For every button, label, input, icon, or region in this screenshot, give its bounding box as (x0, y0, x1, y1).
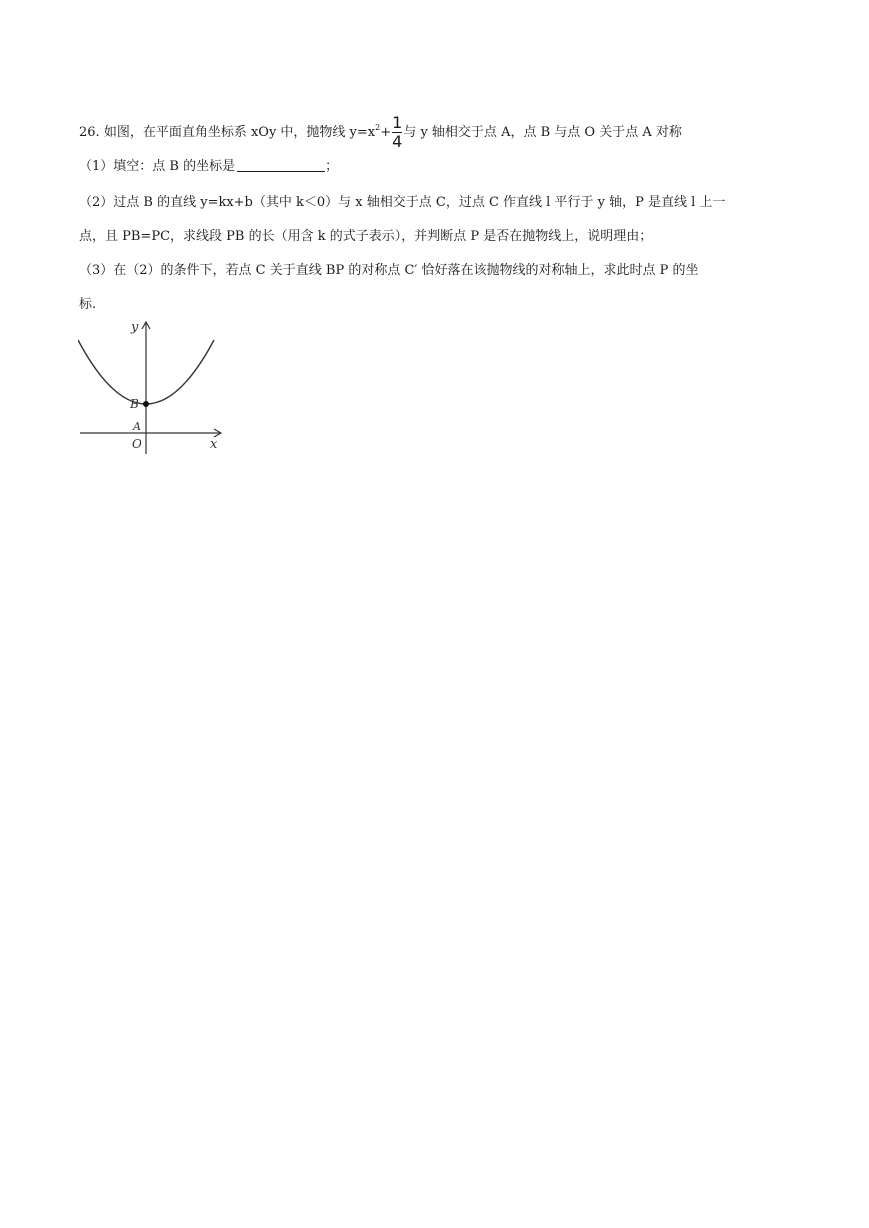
fraction-one-quarter (392, 115, 402, 150)
point-b-dot (143, 401, 149, 407)
intro-text-b: 与 y 轴相交于点 A，点 B 与点 O 关于点 A 对称 (403, 125, 682, 140)
x-axis-label: x (210, 437, 218, 452)
point-b-label: B (130, 397, 139, 411)
fraction-denominator: 4 (392, 132, 403, 151)
answer-blank[interactable] (237, 157, 325, 172)
point-a-label: A (133, 420, 141, 433)
part-1-end: ； (325, 159, 339, 174)
part-1-text: （1）填空：点 B 的坐标是 (79, 159, 236, 174)
part-1 (79, 157, 338, 177)
part-2-line-1: （2）过点 B 的直线 y=kx+b（其中 k＜0）与 x 轴相交于点 C，过点 C 作直线 l 平行于 y 轴，P 是直线 l 上一 (79, 195, 726, 210)
origin-label: O (132, 437, 142, 451)
exponent: 2 (375, 123, 381, 132)
part-2-line-2: 点，且 PB=PC，求线段 PB 的长（用含 k 的式子表示），并判断点 P 是否在抛物线上，说明理由； (79, 229, 653, 244)
fraction-numerator: 1 (392, 113, 403, 132)
part-3-line-1: （3）在（2）的条件下，若点 C 关于直线 BP 的对称点 C′ 恰好落在该抛物线的对称轴上，求此时点 P 的坐 (79, 263, 699, 278)
part-3-line-2: 标. (79, 297, 97, 312)
intro-text-a: 如图，在平面直角坐标系 xOy 中，抛物线 y=x (103, 125, 376, 140)
parabola-figure (78, 318, 224, 456)
problem-number: 26. (79, 125, 100, 140)
plus-sign: + (380, 125, 392, 140)
problem-statement (79, 115, 682, 150)
y-axis-label: y (131, 320, 139, 335)
